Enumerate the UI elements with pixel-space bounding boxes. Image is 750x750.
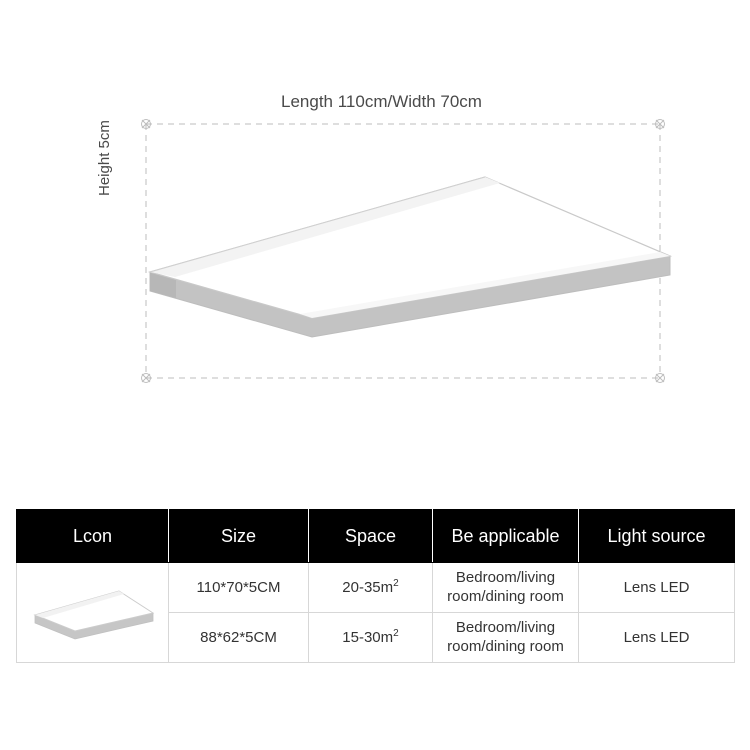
ceiling-lamp-icon <box>23 573 163 653</box>
column-header-light-source: Light source <box>579 510 735 563</box>
ceiling-lamp-illustration <box>150 177 670 337</box>
cell-applicable <box>433 613 579 663</box>
cell-applicable <box>433 563 579 613</box>
column-header-applicable: Be applicable <box>433 510 579 563</box>
column-header-space: Space <box>309 510 433 563</box>
table-header-row <box>17 510 735 563</box>
applicable-line-1: Bedroom/living <box>455 568 556 586</box>
space-value: 20-35 <box>342 579 381 596</box>
space-unit: m <box>380 579 394 596</box>
cell-size: 88*62*5CM <box>169 613 309 663</box>
product-thumbnail-cell <box>17 563 169 663</box>
applicable-line-1: Bedroom/living <box>455 618 556 636</box>
cell-space <box>309 613 433 663</box>
applicable-line-2: room/dining room <box>447 587 564 605</box>
cell-light-source: Lens LED <box>579 563 735 613</box>
table-body <box>17 563 735 663</box>
table-row <box>17 563 735 613</box>
cell-space <box>309 563 433 613</box>
space-unit: m <box>380 629 394 646</box>
applicable-line-2: room/dining room <box>447 637 564 655</box>
specification-table <box>16 509 735 663</box>
space-superscript: 2 <box>393 628 399 639</box>
space-value: 15-30 <box>342 629 381 646</box>
column-header-size: Size <box>169 510 309 563</box>
space-superscript: 2 <box>393 578 399 589</box>
table-header <box>17 510 735 563</box>
height-dimension-label: Height 5cm <box>96 120 113 196</box>
cell-size: 110*70*5CM <box>169 563 309 613</box>
length-dimension-label: Length 110cm/Width 70cm <box>281 92 482 111</box>
column-header-icon: Lcon <box>17 510 169 563</box>
cell-light-source: Lens LED <box>579 613 735 663</box>
